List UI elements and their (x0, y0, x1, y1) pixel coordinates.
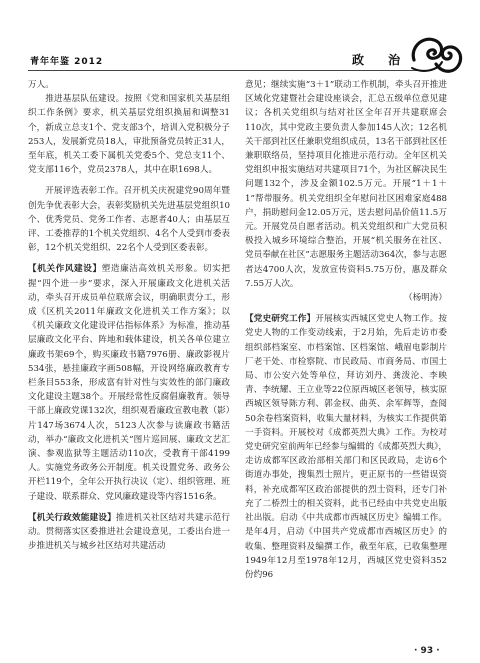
paragraph-text: 开展核实西城区党史人物工作。按党史人物的工作变动线索，于2月始，先后走访市委组织部档案室、市档案馆、区档案馆、峨眉电影制片厂老干处、市检察院、市民政局、市商务局、市国土局、市公安六处等单位，拜访刘丹、龚泼沦、李映青、李统耀、王立业等22位原西城区老领导，核实原西城区领导陈方利、郭金权、曲英、余军辉等，查阅50余卷档案资料，收集大量材料，为核实工作提供第一手资料。开展校对《成都英烈大典》工作。为校对党史研究室前两年已经参与编辑的《成都英烈大典》，走访成都军区政治部相关部门和区民政局，走访6个街道办事处，搜集烈士照片，更正原书的一些错误资料，补充成都军区政治部提供的烈士资料，还专门补充了二桥烈士的相关资料，此书已经由中共党史出版社出版。启动《中共成都市西城区历史》编辑工作。是年4月，启动《中国共产党成都市西城区历史》的收集、整理资料及编撰工作，截至年底，已收集整理1949年12月至1978年12月，西城区党史资料352份约96 (245, 314, 447, 580)
paragraph-text: 推进基层队伍建设。按照《党和国家机关基层组织工作条例》要求，机关基层党组织换届和调整31个，新成立总支1个、党支部3个，培训入党积极分子253人，发展新党员18人，审批预备党员转正31人，至年底，机关工委下属机关党委5个、党总支11个、党支部116个，党员2378人，其中在职1698人。 (28, 94, 230, 176)
section-heading: 【机关作风建设】 (28, 264, 102, 275)
paragraph-text: 万人。 (28, 80, 54, 90)
left-text-column (28, 78, 230, 554)
body-paragraph (245, 312, 447, 582)
running-header-right: 政 治 (352, 53, 411, 67)
header-rule (28, 70, 420, 71)
body-paragraph (28, 92, 230, 177)
page-number: · 93 · (414, 646, 440, 656)
section-heading: 【党史研究工作】 (245, 314, 316, 325)
running-header-left: 青年年鉴 2012 (30, 57, 104, 67)
paragraph-text: 塑造廉洁高效机关形象。切实把握“四个进一步”要求，深入开展廉政文化进机关活动，牵头召开成员单位联席会议，明确职责分工，形成《区机关2011年廉政文化进机关工作方案》；以《机关廉政文化建设评估指标体系》为标准，推动基层廉政文化平台、阵地和载体建设，机关各单位建立廉政书架69个，购买廉政书籍7976册、廉政影视片534张，悬挂廉政字画508幅，开设网络廉政教育专栏条目553条，形成富有针对性与实效性的部门廉政文化建设主题38个。开展经常性反腐倡廉教育。领导干部上廉政党课132次，组织观看廉政宣教电教（影）片147场3674人次，5123人次参与读廉政书籍活动，举办“廉政文化进机关”图片巡回展、廉政文艺汇演、参观监狱等主题活动110次，受教育干部4199人。实施党务政务公开制度。机关设置党务、政务公开栏119个，全年公开执行决议（定）、组织管理、班子建设、联系群众、党风廉政建设等内容1516条。 (28, 264, 230, 502)
author-signature: （杨明涛） (404, 293, 447, 304)
body-paragraph (28, 78, 230, 92)
paragraph-text: 意见；继续实施“3＋1”联动工作机制，牵头召开推进区域化党建暨社会建设座谈会，汇总五级单位意见建议；各机关党组织与结对社区全年召开共建联席会110次，其中党政主要负责人参加145人次；12名机关干部到社区任兼职党组织成员，13名干部到社区任兼职联络员，坚持项目化推进示范行动。全年区机关党组织申报实施结对共建项目71个，为社区解决民生问题132个，涉及金额102.5万元。开展“1＋1＋1”帮带服务。机关党组织全年慰问社区困难家庭488户，捐助慰问金12.05万元，送去慰问品价值11.5万元。开展党员自愿者活动。机关党组织和广大党员积极投入城乡环境综合整治，开展“机关服务在社区、党员奉献在社区”志愿服务主题活动364次，参与志愿者达4700人次，发放宣传资料5.75万份，惠及群众7.55万人次。 (245, 80, 447, 289)
spiral-ornament-icon (408, 30, 464, 80)
body-paragraph (245, 78, 447, 291)
right-text-column (245, 78, 447, 582)
section-heading: 【机关行政效能建设】 (28, 512, 116, 523)
page-header (0, 0, 480, 80)
paragraph-text: 开展评选表彰工作。召开机关庆祝建党90周年暨创先争优表彰大会，表彰奖励机关先进基层党组织10个、优秀党员、党务工作者、志愿者40人；由基层互评、工委推荐的1个机关党组织、4名个人受到市委表彰，12个机关党组织、22名个人受到区委表彰。 (28, 186, 230, 254)
body-paragraph (28, 511, 230, 554)
paragraph-text: 推进机关社区结对共建示范行动。贯彻落实区委推进社会建设意见，工委出台进一步推进机关与城乡社区结对共建活动 (28, 512, 230, 552)
body-paragraph (28, 262, 230, 503)
body-paragraph (28, 184, 230, 255)
